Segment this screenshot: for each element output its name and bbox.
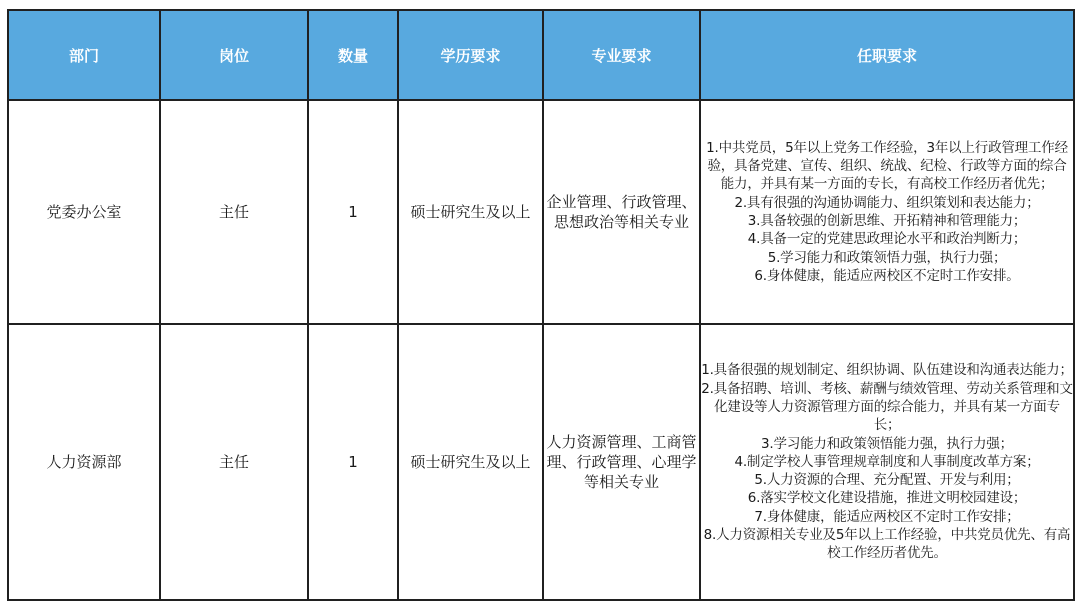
table-row (8, 100, 1074, 324)
recruitment-table-container (7, 9, 1073, 601)
requirement-item: 7.身体健康，能适应两校区不定时工作安排； (754, 508, 1020, 525)
cell-requirements (700, 324, 1074, 600)
header-requirements: 任职要求 (700, 10, 1074, 100)
cell-requirements (700, 100, 1074, 324)
requirement-item: 3.学习能力和政策领悟能力强，执行力强； (761, 435, 1013, 452)
header-major: 专业要求 (543, 10, 700, 100)
requirement-item: 5.学习能力和政策领悟力强，执行力强； (767, 249, 1007, 266)
requirements-list (701, 361, 1073, 562)
requirements-list (701, 139, 1073, 285)
header-dept: 部门 (8, 10, 160, 100)
requirement-item: 8.人力资源相关专业及5年以上工作经验，中共党员优先、有高校工作经历者优先。 (703, 526, 1071, 562)
cell-major: 人力资源管理、工商管理、行政管理、心理学等相关专业 (543, 324, 700, 600)
table-row (8, 324, 1074, 600)
requirement-item: 4.制定学校人事管理规章制度和人事制度改革方案； (734, 453, 1040, 470)
cell-major: 企业管理、行政管理、思想政治等相关专业 (543, 100, 700, 324)
cell-dept: 党委办公室 (8, 100, 160, 324)
header-quantity: 数量 (308, 10, 398, 100)
cell-dept: 人力资源部 (8, 324, 160, 600)
header-education: 学历要求 (398, 10, 543, 100)
cell-education: 硕士研究生及以上 (398, 100, 543, 324)
requirement-item: 4.具备一定的党建思政理论水平和政治判断力； (747, 231, 1027, 248)
cell-quantity: 1 (308, 324, 398, 600)
table-header-row (8, 10, 1074, 100)
cell-education: 硕士研究生及以上 (398, 324, 543, 600)
requirement-item: 2.具备招聘、培训、考核、薪酬与绩效管理、劳动关系管理和文化建设等人力资源管理方面的综合能力，并具有某一方面专长； (701, 380, 1073, 434)
requirement-item: 1.具备很强的规划制定、组织协调、队伍建设和沟通表达能力； (701, 362, 1073, 379)
requirement-item: 5.人力资源的合理、充分配置、开发与利用； (754, 472, 1020, 489)
requirement-item: 3.具备较强的创新思维、开拓精神和管理能力； (747, 212, 1027, 229)
requirement-item: 6.身体健康，能适应两校区不定时工作安排。 (754, 267, 1020, 284)
requirement-item: 1.中共党员，5年以上党务工作经验，3年以上行政管理工作经验，具备党建、宣传、组织、统战、纪检、行政等方面的综合能力，并具有某一方面的专长，有高校工作经历者优先； (706, 139, 1068, 193)
requirement-item: 6.落实学校文化建设措施，推进文明校园建设； (747, 490, 1027, 507)
cell-quantity: 1 (308, 100, 398, 324)
header-position: 岗位 (160, 10, 308, 100)
requirement-item: 2.具有很强的沟通协调能力、组织策划和表达能力； (734, 194, 1040, 211)
recruitment-table (7, 9, 1075, 601)
cell-position: 主任 (160, 100, 308, 324)
cell-position: 主任 (160, 324, 308, 600)
